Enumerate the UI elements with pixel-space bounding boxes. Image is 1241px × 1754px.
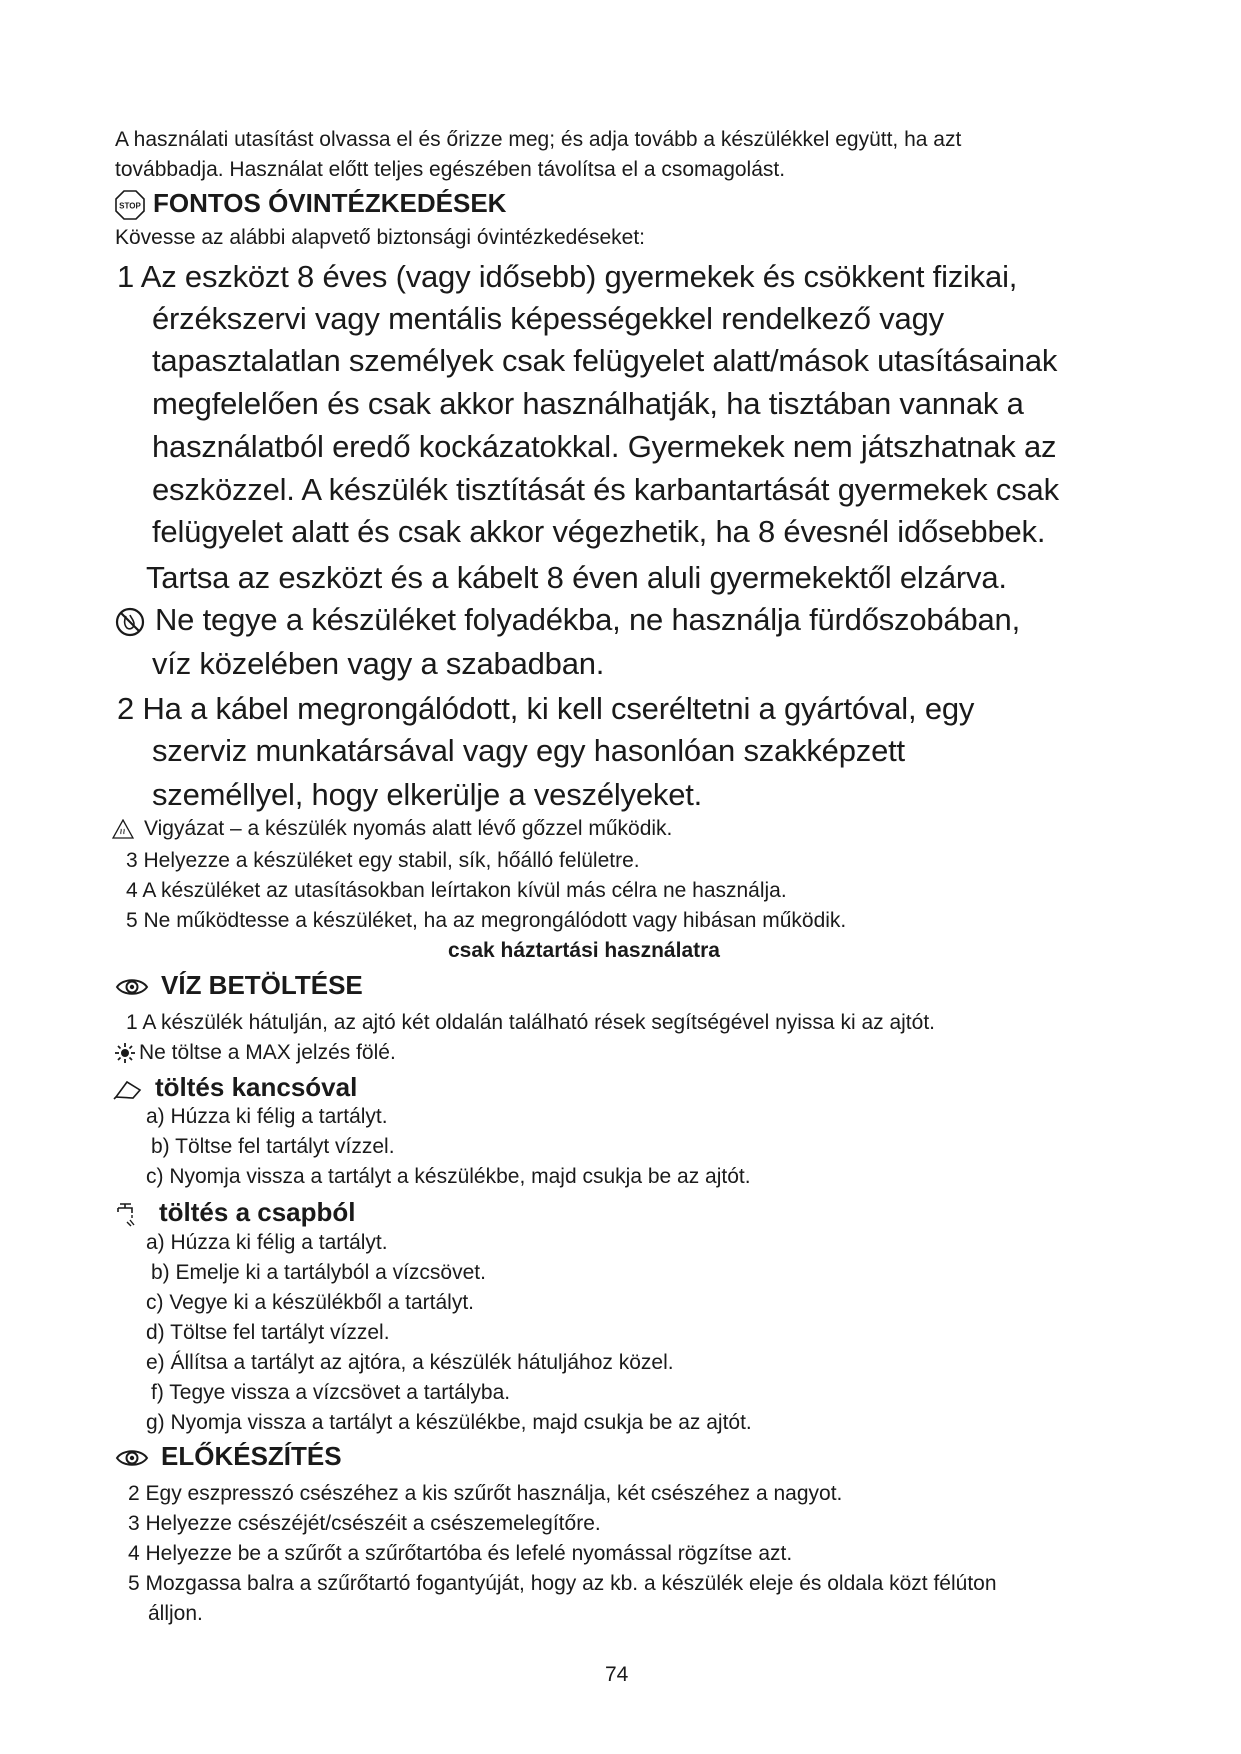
sun-icon bbox=[115, 1043, 135, 1063]
no-water-icon bbox=[115, 607, 145, 637]
prep-step-5-cont: álljon. bbox=[148, 1602, 203, 1625]
preparation-heading-text: ELŐKÉSZÍTÉS bbox=[161, 1441, 342, 1471]
precautions-heading bbox=[115, 190, 506, 220]
jug-heading bbox=[113, 1074, 357, 1100]
steam-warning bbox=[112, 818, 672, 839]
item2-line-3: személlyel, hogy elkerülje a veszélyeket. bbox=[152, 777, 703, 812]
item1-line-6: eszközzel. A készülék tisztítását és karbantartását gyermekek csak bbox=[152, 472, 1059, 507]
prep-step-5: 5 Mozgassa balra a szűrőtartó fogantyúját, hogy az kb. a készülék eleje és oldala közt félúton bbox=[128, 1572, 997, 1595]
item1-line-3: tapasztalatlan személyek csak felügyelet alatt/mások utasításainak bbox=[152, 343, 1058, 378]
prep-step-2: 2 Egy eszpresszó csészéhez a kis szűrőt használja, két csészéhez a nagyot. bbox=[128, 1482, 843, 1505]
jug-icon bbox=[113, 1078, 143, 1100]
tap-heading bbox=[115, 1199, 356, 1227]
tap-step-b: b) Emelje ki a tartályból a vízcsövet. bbox=[151, 1261, 486, 1284]
item4: 4 A készüléket az utasításokban leírtakon kívül más célra ne használja. bbox=[126, 879, 787, 902]
water-step-1: 1 A készülék hátulján, az ajtó két oldalán található rések segítségével nyissa ki az ajtót. bbox=[126, 1011, 935, 1034]
item1-line-7: felügyelet alatt és csak akkor végezhetik, ha 8 évesnél idősebbek. bbox=[152, 514, 1046, 549]
jug-step-c: c) Nyomja vissza a tartályt a készülékbe, majd csukja be az ajtót. bbox=[146, 1165, 751, 1188]
steam-warning-icon bbox=[112, 819, 134, 839]
water-heading bbox=[115, 972, 363, 998]
tap-step-c: c) Vegye ki a készülékből a tartályt. bbox=[146, 1291, 474, 1314]
preparation-heading bbox=[115, 1443, 342, 1469]
item1-line-2: érzékszervi vagy mentális képességekkel rendelkező vagy bbox=[152, 301, 944, 336]
jug-heading-text: töltés kancsóval bbox=[155, 1072, 358, 1102]
item2-line-2: szerviz munkatársával vagy egy hasonlóan szakképzett bbox=[152, 733, 905, 768]
water-warning-line-2: víz közelében vagy a szabadban. bbox=[152, 646, 605, 681]
svg-text:STOP: STOP bbox=[119, 201, 141, 211]
max-note-text: Ne töltse a MAX jelzés fölé. bbox=[139, 1041, 396, 1064]
tap-icon bbox=[115, 1201, 137, 1227]
item1-line-8: Tartsa az eszközt és a kábelt 8 éven aluli gyermekektől elzárva. bbox=[146, 560, 1007, 595]
jug-step-a: a) Húzza ki félig a tartályt. bbox=[146, 1105, 388, 1128]
steam-warning-text: Vigyázat – a készülék nyomás alatt lévő gőzzel működik. bbox=[144, 817, 673, 840]
intro-line-2: továbbadja. Használat előtt teljes egészében távolítsa el a csomagolást. bbox=[115, 158, 786, 181]
intro-line-1: A használati utasítást olvassa el és őrizze meg; és adja tovább a készülékkel együtt, ha azt bbox=[115, 128, 962, 151]
page-number: 74 bbox=[605, 1663, 629, 1686]
tap-step-f: f) Tegye vissza a vízcsövet a tartályba. bbox=[151, 1381, 511, 1404]
max-note bbox=[115, 1042, 396, 1063]
prep-step-4: 4 Helyezze be a szűrőt a szűrőtartóba és lefelé nyomással rögzítse azt. bbox=[128, 1542, 793, 1565]
household-use-note: csak háztartási használatra bbox=[448, 939, 720, 962]
tap-step-g: g) Nyomja vissza a tartályt a készülékbe, majd csukja be az ajtót. bbox=[146, 1411, 752, 1434]
item2-line-1: 2 Ha a kábel megrongálódott, ki kell cseréltetni a gyártóval, egy bbox=[117, 691, 975, 726]
item1-line-1: 1 Az eszközt 8 éves (vagy idősebb) gyermekek és csökkent fizikai, bbox=[117, 259, 1018, 294]
eye-icon bbox=[115, 977, 149, 997]
item1-line-4: megfelelően és csak akkor használhatják, ha tisztában vannak a bbox=[152, 386, 1024, 421]
water-warning-text-1: Ne tegye a készüléket folyadékba, ne használja fürdőszobában, bbox=[155, 602, 1020, 637]
stop-icon bbox=[115, 190, 145, 220]
item3: 3 Helyezze a készüléket egy stabil, sík, hőálló felületre. bbox=[126, 849, 640, 872]
jug-step-b: b) Töltse fel tartályt vízzel. bbox=[151, 1135, 395, 1158]
tap-step-d: d) Töltse fel tartályt vízzel. bbox=[146, 1321, 390, 1344]
item5: 5 Ne működtesse a készüléket, ha az megrongálódott vagy hibásan működik. bbox=[126, 909, 847, 932]
item1-line-5: használatból eredő kockázatokkal. Gyermekek nem játszhatnak az bbox=[152, 429, 1057, 464]
tap-heading-text: töltés a csapból bbox=[159, 1197, 356, 1227]
eye-icon bbox=[115, 1448, 149, 1468]
water-heading-text: VÍZ BETÖLTÉSE bbox=[161, 970, 363, 1000]
precautions-subheading: Kövesse az alábbi alapvető biztonsági óvintézkedéseket: bbox=[115, 226, 646, 249]
precautions-heading-text: FONTOS ÓVINTÉZKEDÉSEK bbox=[153, 188, 507, 218]
tap-step-a: a) Húzza ki félig a tartályt. bbox=[146, 1231, 388, 1254]
prep-step-3: 3 Helyezze csészéjét/csészéit a csészemelegítőre. bbox=[128, 1512, 601, 1535]
tap-step-e: e) Állítsa a tartályt az ajtóra, a készülék hátuljához közel. bbox=[146, 1351, 674, 1374]
water-warning-line-1 bbox=[115, 604, 1020, 637]
